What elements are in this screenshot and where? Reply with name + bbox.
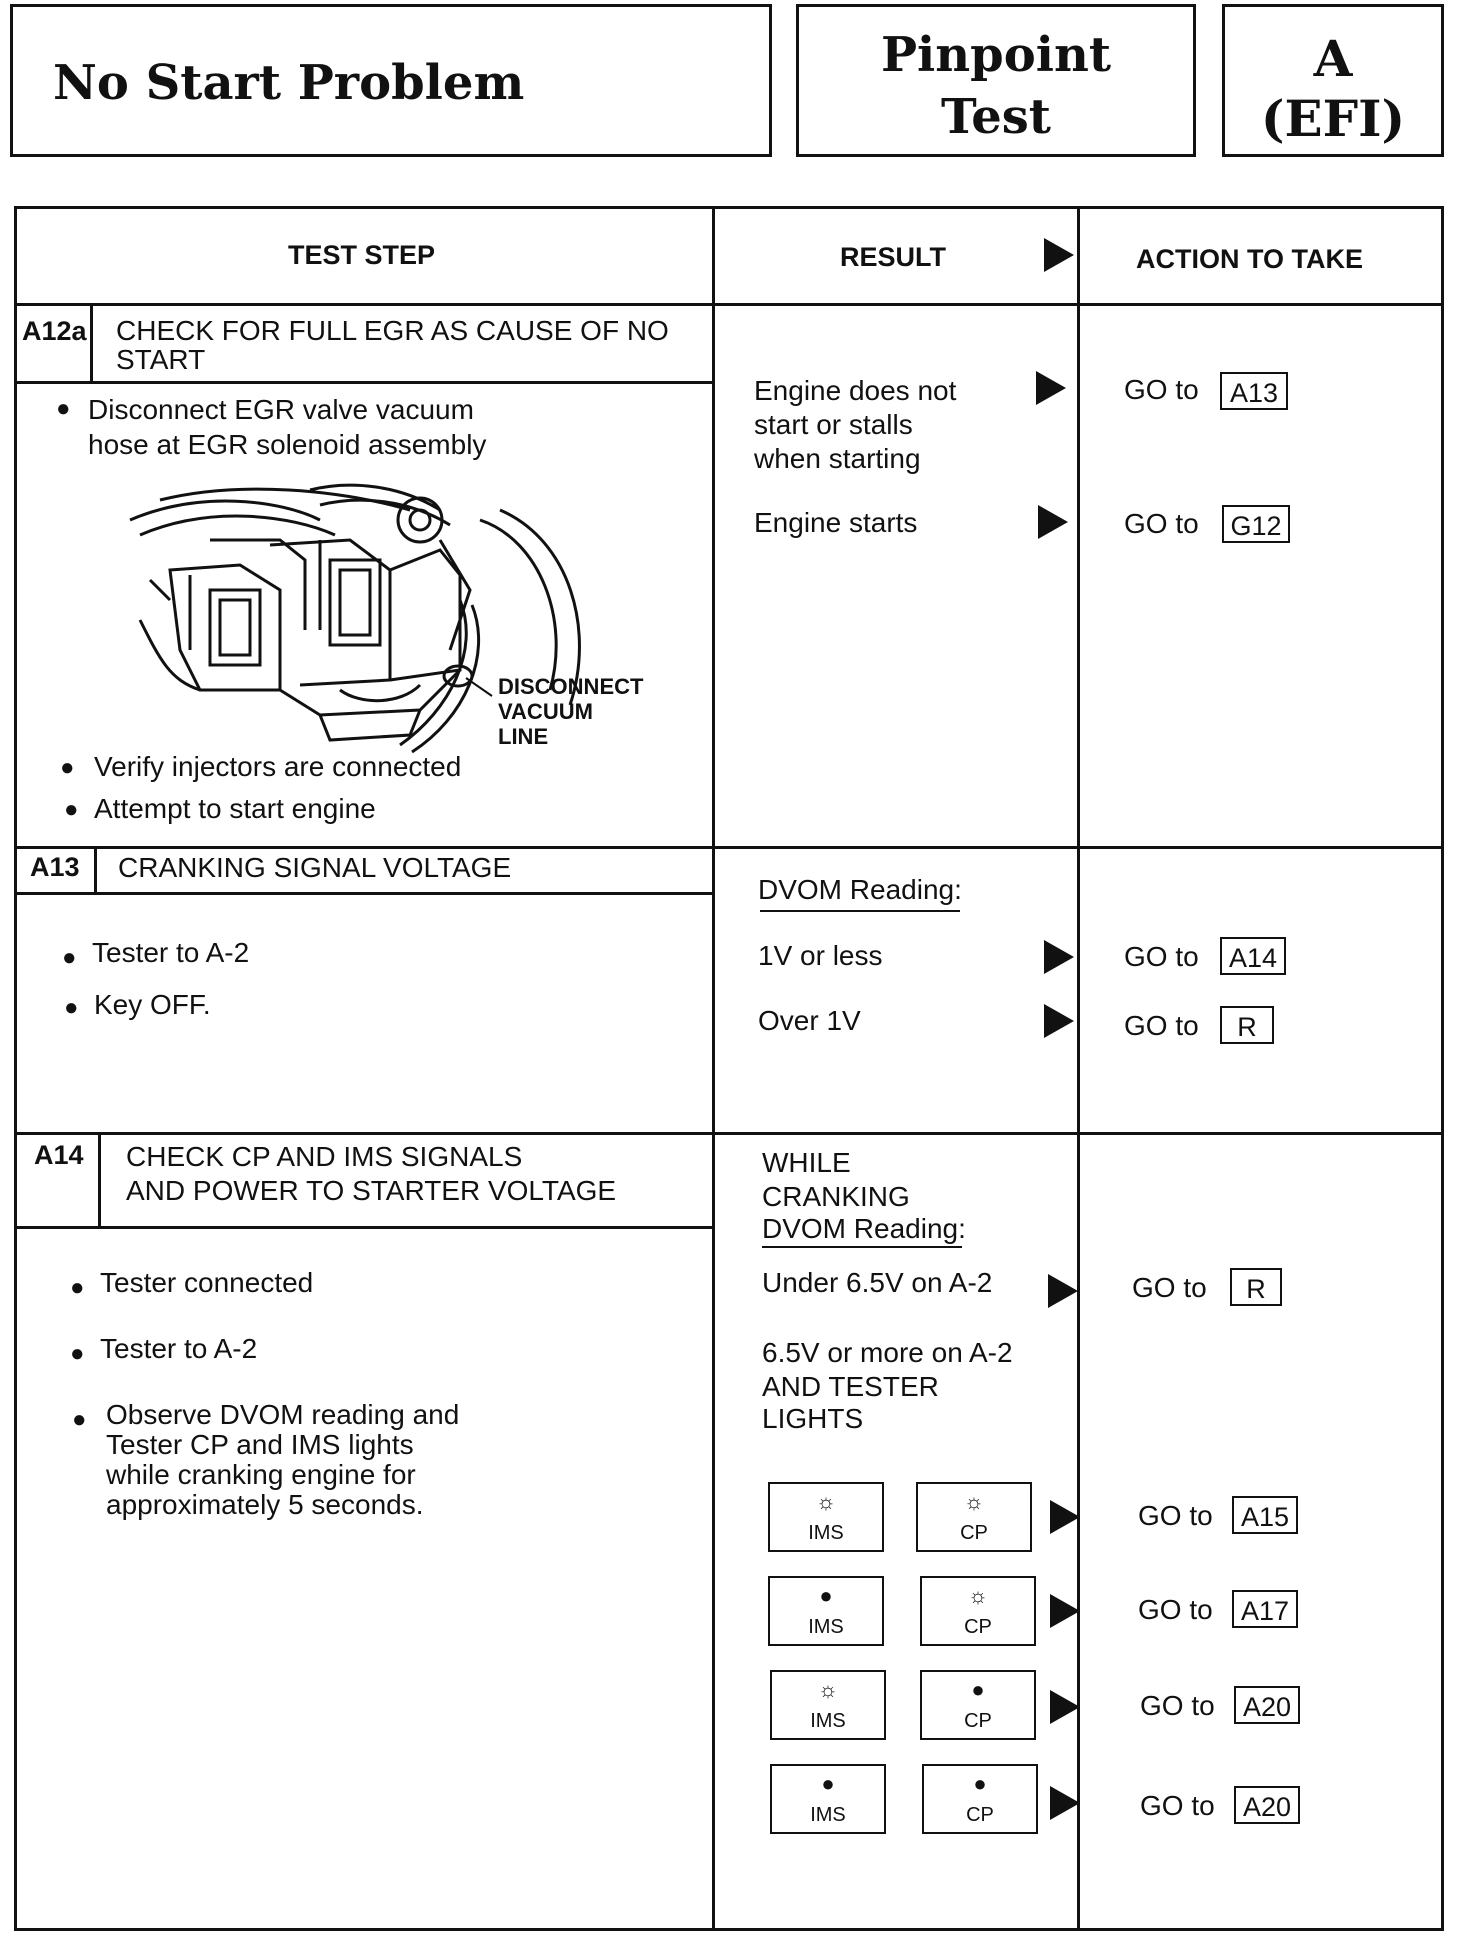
- cp-label: CP: [966, 1804, 994, 1826]
- bullet-icon: ●: [56, 395, 71, 422]
- column-header-result: RESULT: [840, 242, 946, 272]
- step-id-divider: [98, 1132, 101, 1228]
- result-engine-does-not-start-3: when starting: [754, 443, 921, 474]
- step-title-underline: [14, 892, 714, 895]
- result-arrow-icon: [1044, 940, 1074, 974]
- cp-lamp-on: [920, 1576, 1036, 1646]
- lamp-unlit-icon: ●: [971, 1677, 985, 1702]
- goto-label: GO to: [1124, 1010, 1199, 1041]
- ims-lamp-on: [768, 1482, 884, 1552]
- result-over-1v: Over 1V: [758, 1005, 861, 1036]
- col-divider-1: [712, 206, 715, 1931]
- bullet-icon: ●: [72, 1406, 87, 1433]
- result-arrow-icon: [1048, 1274, 1078, 1308]
- step-title-line-2: AND POWER TO STARTER VOLTAGE: [126, 1175, 617, 1206]
- callout-disconnect-2: VACUUM: [498, 699, 593, 724]
- bullet-icon: ●: [64, 994, 79, 1021]
- goto-a15-link[interactable]: A15: [1232, 1496, 1298, 1534]
- goto-a20-link[interactable]: A20: [1234, 1686, 1300, 1724]
- cp-label: CP: [960, 1522, 988, 1544]
- col-divider-2: [1077, 206, 1080, 1931]
- dvom-reading-underline: [762, 1246, 962, 1248]
- goto-label: GO to: [1140, 1690, 1215, 1721]
- lamp-unlit-icon: ●: [821, 1771, 835, 1796]
- result-arrow-icon: [1036, 371, 1066, 405]
- row-divider-a14: [14, 1132, 1444, 1135]
- cp-lamp-off: [920, 1670, 1036, 1740]
- dvom-reading-label: DVOM Reading:: [758, 874, 962, 905]
- goto-label: GO to: [1140, 1790, 1215, 1821]
- callout-disconnect-1: DISCONNECT: [498, 674, 644, 699]
- result-engine-does-not-start-2: start or stalls: [754, 409, 913, 440]
- instruction-observe-3: while cranking engine for: [106, 1459, 416, 1490]
- condition-cranking: CRANKING: [762, 1181, 910, 1212]
- header-row-divider: [14, 303, 1444, 306]
- instruction-tester-to-a2: Tester to A-2: [100, 1333, 258, 1364]
- instruction-observe-4: approximately 5 seconds.: [106, 1489, 424, 1520]
- lamp-lit-icon: ☼: [967, 1583, 989, 1608]
- table-border-top: [14, 206, 1444, 209]
- result-1v-or-less: 1V or less: [758, 940, 883, 971]
- dvom-reading-underline: [760, 910, 960, 912]
- condition-dvom-reading: DVOM Reading:: [762, 1213, 966, 1244]
- lamp-unlit-icon: ●: [973, 1771, 987, 1796]
- step-title-underline: [14, 381, 714, 384]
- goto-g12-link[interactable]: G12: [1222, 505, 1290, 543]
- goto-r-link[interactable]: R: [1230, 1268, 1282, 1306]
- pinpoint-box: [796, 4, 1196, 157]
- step-id: A14: [34, 1140, 84, 1170]
- step-id: A12a: [22, 316, 87, 346]
- step-id: A13: [30, 852, 80, 882]
- table-border-left: [14, 206, 17, 1931]
- result-arrow-icon: [1050, 1690, 1080, 1724]
- goto-a17-link[interactable]: A17: [1232, 1590, 1298, 1628]
- callout-disconnect-3: LINE: [498, 724, 549, 749]
- goto-label: GO to: [1138, 1594, 1213, 1625]
- page-title: No Start Problem: [53, 55, 525, 111]
- result-6-5v-or-more-1: 6.5V or more on A-2: [762, 1337, 1013, 1368]
- result-6-5v-or-more-3: LIGHTS: [762, 1403, 864, 1434]
- table-border-right: [1441, 206, 1444, 1931]
- lamp-lit-icon: ☼: [815, 1489, 837, 1514]
- goto-label: GO to: [1138, 1500, 1213, 1531]
- header-arrow-icon: [1044, 238, 1074, 272]
- ims-label: IMS: [808, 1616, 844, 1638]
- ims-lamp-off: [770, 1764, 886, 1834]
- result-arrow-icon: [1044, 1004, 1074, 1038]
- instruction-verify-injectors: Verify injectors are connected: [94, 751, 462, 782]
- result-engine-starts: Engine starts: [754, 507, 918, 538]
- result-engine-does-not-start-1: Engine does not: [754, 375, 957, 406]
- goto-label: GO to: [1124, 508, 1199, 539]
- result-arrow-icon: [1038, 505, 1068, 539]
- instruction-attempt-start: Attempt to start engine: [94, 793, 376, 824]
- instruction-observe-2: Tester CP and IMS lights: [106, 1429, 414, 1460]
- instruction-tester-to-a2: Tester to A-2: [92, 937, 250, 968]
- goto-label: GO to: [1124, 941, 1199, 972]
- code-box: [1222, 4, 1444, 157]
- bullet-icon: ●: [62, 944, 77, 971]
- bullet-icon: ●: [60, 754, 75, 781]
- ims-lamp-off: [768, 1576, 884, 1646]
- ims-lamp-on: [770, 1670, 886, 1740]
- test-code: A: [1313, 29, 1353, 88]
- table-border-bottom: [14, 1928, 1444, 1931]
- result-arrow-icon: [1050, 1500, 1080, 1534]
- goto-a13-link[interactable]: A13: [1220, 372, 1288, 410]
- lamp-unlit-icon: ●: [819, 1583, 833, 1608]
- goto-a20-link[interactable]: A20: [1234, 1786, 1300, 1824]
- step-id-divider: [90, 303, 93, 383]
- goto-label: GO to: [1124, 374, 1199, 405]
- ims-label: IMS: [810, 1804, 846, 1826]
- step-title-line-1: CHECK FOR FULL EGR AS CAUSE OF NO: [116, 315, 669, 346]
- goto-label: GO to: [1132, 1272, 1207, 1303]
- column-header-action: ACTION TO TAKE: [1136, 244, 1363, 274]
- goto-a14-link[interactable]: A14: [1220, 937, 1286, 975]
- instruction-disconnect-2: hose at EGR solenoid assembly: [88, 429, 487, 460]
- cp-lamp-off: [922, 1764, 1038, 1834]
- step-title-line-2: START: [116, 344, 206, 375]
- pinpoint-label-1: Pinpoint: [880, 27, 1112, 83]
- cp-label: CP: [964, 1710, 992, 1732]
- title-box: [10, 4, 772, 157]
- condition-while: WHILE: [762, 1147, 851, 1178]
- row-divider-a13: [14, 846, 1444, 849]
- lamp-lit-icon: ☼: [963, 1489, 985, 1514]
- bullet-icon: ●: [70, 1274, 85, 1301]
- ims-label: IMS: [808, 1522, 844, 1544]
- step-title-underline: [14, 1226, 714, 1229]
- result-arrow-icon: [1050, 1786, 1080, 1820]
- pinpoint-label-2: Test: [941, 89, 1051, 145]
- instruction-key-off: Key OFF.: [94, 989, 211, 1020]
- test-code-sub: (EFI): [1260, 89, 1406, 148]
- cp-label: CP: [964, 1616, 992, 1638]
- instruction-observe-1: Observe DVOM reading and: [106, 1399, 460, 1430]
- ims-label: IMS: [810, 1710, 846, 1732]
- goto-r-link[interactable]: R: [1220, 1006, 1274, 1044]
- column-header-test-step: TEST STEP: [288, 240, 436, 270]
- instruction-tester-connected: Tester connected: [100, 1267, 314, 1298]
- lamp-lit-icon: ☼: [817, 1677, 839, 1702]
- bullet-icon: ●: [64, 796, 79, 823]
- result-arrow-icon: [1050, 1594, 1080, 1628]
- result-6-5v-or-more-2: AND TESTER: [762, 1371, 939, 1402]
- cp-lamp-on: [916, 1482, 1032, 1552]
- step-title-line-1: CHECK CP AND IMS SIGNALS: [126, 1141, 523, 1172]
- result-under-6-5v: Under 6.5V on A-2: [762, 1267, 993, 1298]
- step-id-divider: [94, 846, 97, 894]
- bullet-icon: ●: [70, 1340, 85, 1367]
- step-title: CRANKING SIGNAL VOLTAGE: [118, 852, 512, 883]
- instruction-disconnect-1: Disconnect EGR valve vacuum: [88, 394, 474, 425]
